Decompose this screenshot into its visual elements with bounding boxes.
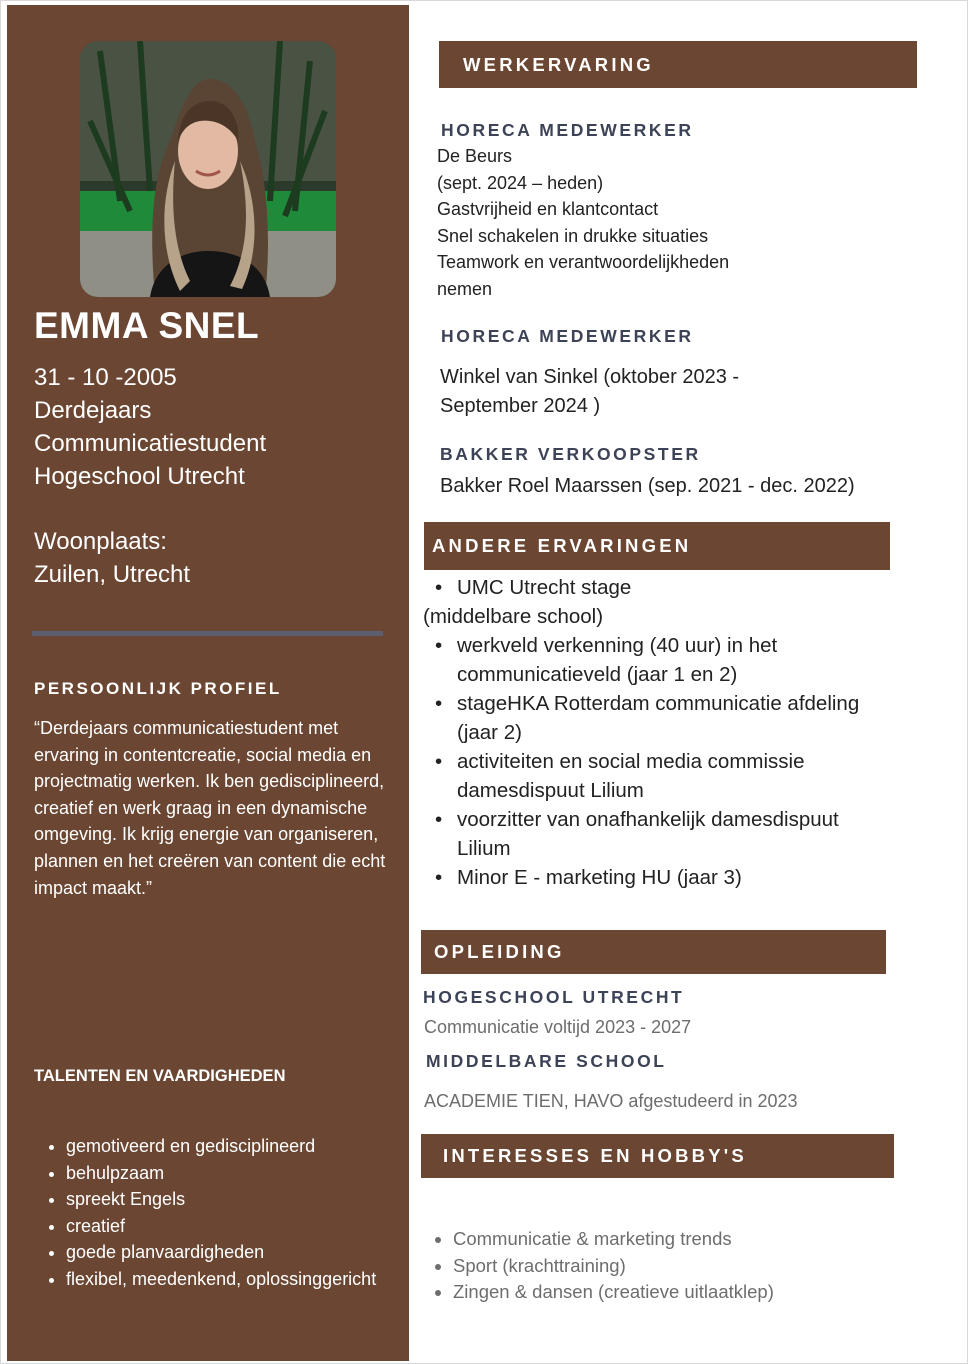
profile-text: “Derdejaars communicatiestudent met ervaring in contentcreatie, social media en projectmatig werken. Ik ben gedisciplineerd, creatief en werk graag in een dynamische omgeving. Ik krijg energie van organiseren, plannen en het creëren van content die echt impact maakt.” — [34, 718, 386, 898]
sidebar-divider — [32, 631, 383, 636]
study-program: Communicatiestudent — [34, 430, 267, 457]
job2-title: HORECA MEDEWERKER — [441, 326, 694, 346]
list-item: • Zingen & dansen (creatieve uitlaatklep) — [453, 1279, 774, 1306]
school1-detail: Communicatie voltijd 2023 - 2027 — [424, 1017, 692, 1037]
school2-detail: ACADEMIE TIEN, HAVO afgestudeerd in 2023 — [424, 1091, 798, 1111]
residence-label: Woonplaats: — [34, 528, 167, 555]
hobbies-list — [423, 1226, 774, 1306]
job2-line: September 2024 ) — [440, 395, 601, 417]
job3-title: BAKKER VERKOOPSTER — [440, 444, 701, 464]
list-item: • stageHKA Rotterdam communicatie afdeling (jaar 2) — [421, 689, 891, 747]
work-heading: WERKERVARING — [439, 41, 917, 88]
list-item: • Sport (krachttraining) — [453, 1253, 774, 1280]
list-item: • UMC Utrecht stage — [421, 573, 891, 602]
list-item-continuation: (middelbare school) — [423, 605, 604, 628]
school2-title: MIDDELBARE SCHOOL — [426, 1051, 667, 1071]
job2-line: Winkel van Sinkel (oktober 2023 - — [440, 366, 740, 388]
list-item: • flexibel, meedenkend, oplossinggericht — [66, 1266, 396, 1293]
job3-details: Bakker Roel Maarssen (sep. 2021 - dec. 2022) — [440, 475, 855, 497]
sidebar — [7, 5, 409, 1361]
job1-line: (sept. 2024 – heden) — [437, 172, 604, 193]
school1-title: HOGESCHOOL UTRECHT — [423, 987, 685, 1007]
residence-value: Zuilen, Utrecht — [34, 561, 191, 588]
job1-line: Gastvrijheid en klantcontact — [437, 199, 659, 220]
profile-photo — [80, 41, 336, 297]
birthdate: 31 - 10 -2005 — [34, 364, 177, 391]
list-item: • voorzitter van onafhankelijk damesdispuut Lilium — [421, 805, 891, 863]
portrait-image — [80, 41, 336, 297]
personal-info — [34, 361, 404, 591]
job1-line: De Beurs — [437, 146, 513, 166]
job1-line: nemen — [437, 278, 493, 299]
job2-details — [440, 363, 739, 421]
education-heading: OPLEIDING — [421, 930, 886, 974]
list-item: • Communicatie & marketing trends — [453, 1226, 774, 1253]
talents-list — [34, 1133, 396, 1293]
list-item: • Minor E - marketing HU (jaar 3) — [421, 863, 891, 892]
list-item: • activiteiten en social media commissie damesdispuut Lilium — [421, 747, 891, 805]
other-experience-list — [421, 573, 891, 892]
list-item: • creatief — [66, 1213, 396, 1240]
profile-heading: PERSOONLIJK PROFIEL — [34, 679, 282, 698]
study-year: Derdejaars — [34, 397, 152, 424]
list-item: • goede planvaardigheden — [66, 1239, 396, 1266]
job1-line: Snel schakelen in drukke situaties — [437, 225, 709, 246]
candidate-name: EMMA SNEL — [34, 305, 260, 346]
job1-details — [437, 143, 729, 303]
list-item: • behulpzaam — [66, 1160, 396, 1187]
hobbies-heading: INTERESSES EN HOBBY'S — [421, 1134, 894, 1178]
talents-heading: TALENTEN EN VAARDIGHEDEN — [34, 1067, 286, 1085]
school-name: Hogeschool Utrecht — [34, 463, 245, 490]
list-item: • spreekt Engels — [66, 1186, 396, 1213]
job1-title: HORECA MEDEWERKER — [441, 120, 694, 140]
list-item: • gemotiveerd en gedisciplineerd — [66, 1133, 396, 1160]
job1-line: Teamwork en verantwoordelijkheden — [437, 252, 730, 273]
list-item: • werkveld verkenning (40 uur) in het communicatieveld (jaar 1 en 2) — [421, 631, 891, 689]
other-heading: ANDERE ERVARINGEN — [424, 522, 890, 570]
